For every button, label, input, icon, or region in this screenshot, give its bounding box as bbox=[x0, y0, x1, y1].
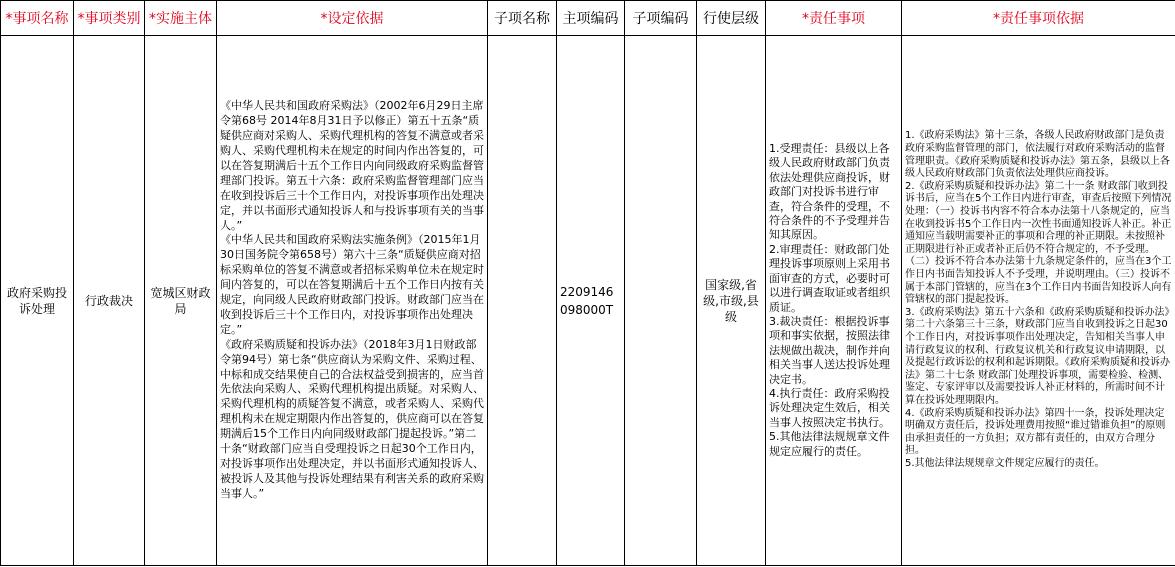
cell-level[interactable]: 国家级,省级,市级,县级 bbox=[697, 36, 766, 566]
header-basis: *设定依据 bbox=[217, 1, 488, 36]
cell-subject[interactable]: 宽城区财政局 bbox=[145, 36, 217, 566]
cell-sub-name[interactable] bbox=[488, 36, 557, 566]
cell-item-type[interactable]: 行政裁决 bbox=[74, 36, 145, 566]
cell-duty-basis[interactable]: 1.《政府采购法》第十三条，各级人民政府财政部门是负责政府采购监督管理的部门，依法履行对政府采购活动的监督管理职责。《政府采购质疑和投诉办法》第五条，县级以上各级人民政府财政部门负责依法处理供应商投诉。 2.《政府采购质疑和投诉办法》第二十一条 财政部门收到投诉书后，应当在5个工作日内进行审查，审查后按照下列情况处理：（一）投诉书内容不符合本办法第十八条规定的，应当在收到投诉书5个工作日内一次性书面通知投诉人补正。补正通知应当载明需要补正的事项和合理的补正期限。未按照补正期限进行补正或者补正后仍不符合规定的，不予受理。（二）投诉不符合本办法第十九条规定条件的，应当在3个工作日内书面告知投诉人不予受理，并说明理由。（三）投诉不属于本部门管辖的，应当在3个工作日内书面告知投诉人向有管辖权的部门提起投诉。 3.《政府采购法》第五十六条和《政府采购质疑和投诉办法》第二十六条第三十三条，财政部门应当自收到投诉之日起30个工作日内，对投诉事项作出处理决定，告知相关当事人申请行政复议的权利、行政复议机关和行政复议申请期限，以及提起行政诉讼的权利和起诉期限。《政府采购质疑和投诉办法》第二十七条 财政部门处理投诉事项，需要检验、检测、鉴定、专家评审以及需要投诉人补正材料的，所需时间不计算在投诉处理期限内。 4.《政府采购质疑和投诉办法》第四十一条，投诉处理决定明确双方责任后，投诉处理费用按照“谁过错谁负担”的原则由承担责任的一方负担；双方都有责任的，由双方合理分担。 5.其他法律法规规章文件规定应履行的责任。 bbox=[902, 36, 1175, 566]
header-level: 行使层级 bbox=[697, 1, 766, 36]
cell-main-code[interactable]: 2209146098000T bbox=[557, 36, 625, 566]
header-sub-code: 子项编码 bbox=[625, 1, 697, 36]
header-item-name: *事项名称 bbox=[1, 1, 74, 36]
cell-sub-code[interactable] bbox=[625, 36, 697, 566]
table-row bbox=[1, 36, 1175, 566]
header-sub-name: 子项名称 bbox=[488, 1, 557, 36]
cell-item-name[interactable]: 政府采购投诉处理 bbox=[1, 36, 74, 566]
header-item-type: *事项类别 bbox=[74, 1, 145, 36]
header-main-code: 主项编码 bbox=[557, 1, 625, 36]
cell-duty[interactable]: 1.受理责任：县级以上各级人民政府财政部门负责依法处理供应商投诉，财政部门对投诉书进行审查，符合条件的受理，不符合条件的不予受理并告知其原因。 2.审理责任：财政部门处理投诉事项原则上采用书面审查的方式，必要时可以进行调查取证或者组织质证。 3.裁决责任：根据投诉事项和事实依据，按照法律法规做出裁决，制作并向相关当事人送达投诉处理决定书。 4.执行责任：政府采购投诉处理决定生效后，相关当事人按照决定书执行。 5.其他法律法规规章文件规定应履行的责任。 bbox=[766, 36, 902, 566]
header-duty: *责任事项 bbox=[766, 1, 902, 36]
header-duty-basis: *责任事项依据 bbox=[902, 1, 1175, 36]
header-subject: *实施主体 bbox=[145, 1, 217, 36]
cell-basis[interactable]: 《中华人民共和国政府采购法》（2002年6月29日主席令第68号 2014年8月31日予以修正）第五十五条“质疑供应商对采购人、采购代理机构的答复不满意或者采购人、采购代理机构未在规定的时间内作出答复的，可以在答复期满后十五个工作日内向同级政府采购监督管理部门投诉。第五十六条：政府采购监督管理部门应当在收到投诉后三十个工作日内，对投诉事项作出处理决定，并以书面形式通知投诉人和与投诉事项有关的当事人。” 《中华人民共和国政府采购法实施条例》（2015年1月30日国务院令第658号）第六十三条“质疑供应商对招标采购单位的答复不满意或者招标采购单位未在规定时间内答复的，可以在答复期满后十五个工作日内按有关规定，向同级人民政府财政部门投诉。财政部门应当在收到投诉后三十个工作日内，对投诉事项作出处理决定。” 《政府采购质疑和投诉办法》（2018年3月1日财政部令第94号）第七条“供应商认为采购文件、采购过程、中标和成交结果使自己的合法权益受到损害的，应当首先依法向采购人、采购代理机构提出质疑。对采购人、采购代理机构的质疑答复不满意，或者采购人、采购代理机构未在规定期限内作出答复的，供应商可以在答复期满后15个工作日内向同级财政部门提起投诉。”第二十条“财政部门应当自受理投诉之日起30个工作日内，对投诉事项作出处理决定，并以书面形式通知投诉人、被投诉人及其他与投诉处理结果有利害关系的政府采购当事人。” bbox=[217, 36, 488, 566]
header-row bbox=[1, 1, 1175, 36]
